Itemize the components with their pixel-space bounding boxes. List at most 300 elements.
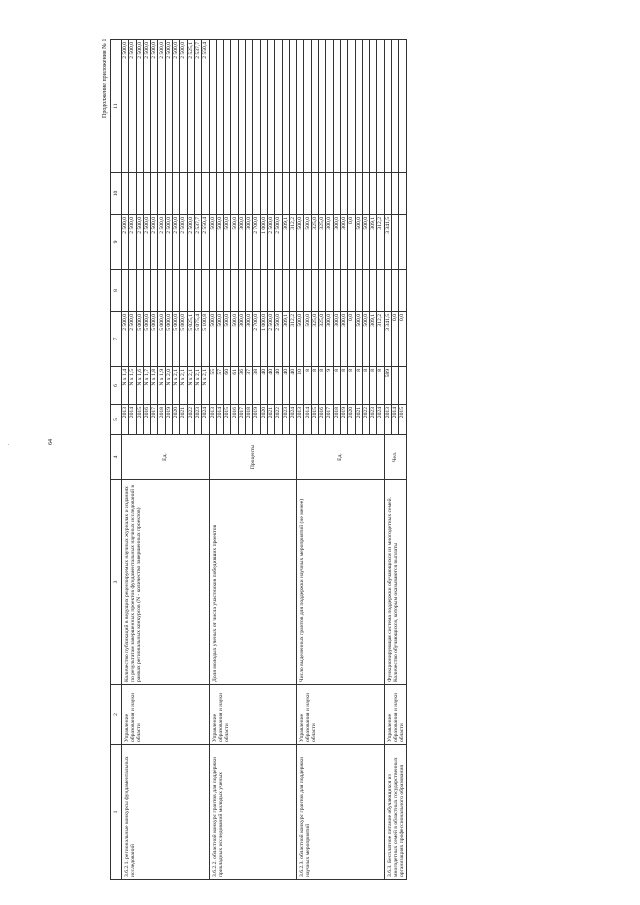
year-cell: 2015 [399,405,406,435]
target-value-cell: N х 1,5 [129,367,136,405]
col-header: 5 [111,405,122,435]
municipal-funding-cell [311,173,318,215]
year-cell: 2014 [129,405,136,435]
target-value-cell: 8 [311,367,318,405]
federal-funding-cell [399,270,406,312]
regional-funding-cell: 325,0 [311,215,318,270]
municipal-funding-cell [253,173,260,215]
regional-funding-cell: 2 500,0 [275,215,282,270]
regional-funding-cell: 2 500,0 [187,215,194,270]
year-cell: 2017 [238,405,245,435]
year-cell: 2018 [333,405,340,435]
federal-funding-cell [355,270,362,312]
municipal-funding-cell [122,173,129,215]
total-funding-cell: 5 075,4 [194,312,201,367]
federal-funding-cell [202,270,209,312]
year-cell: 2014 [391,405,398,435]
regional-funding-cell: 309,1 [282,215,289,270]
municipal-funding-cell [173,173,180,215]
extra-budget-cell [275,40,282,173]
regional-funding-cell: 300,0 [246,215,253,270]
regional-funding-cell: 300,0 [333,215,340,270]
extra-budget-cell: 2 500,0 [173,40,180,173]
regional-funding-cell: 2 500,0 [180,215,187,270]
year-cell: 2020 [260,405,267,435]
regional-funding-cell: 2 500,0 [129,215,136,270]
year-cell: 2016 [231,405,238,435]
extra-budget-cell [289,40,296,173]
total-funding-cell: 325,0 [311,312,318,367]
regional-funding-cell: 500,0 [224,215,231,270]
regional-funding-cell: 312,2 [289,215,296,270]
municipal-funding-cell [224,173,231,215]
extra-budget-cell: 2 500,0 [158,40,165,173]
target-value-cell: 60 [224,367,231,405]
year-cell: 2023 [282,405,289,435]
regional-funding-cell: 300,0 [238,215,245,270]
target-value-cell: 61 [231,367,238,405]
total-funding-cell: 0,0 [391,312,398,367]
federal-funding-cell [151,270,158,312]
total-funding-cell: 0,0 [399,312,406,367]
extra-budget-cell [246,40,253,173]
municipal-funding-cell [348,173,355,215]
col-header: 6 [111,367,122,405]
municipal-funding-cell [319,173,326,215]
target-value-cell: 8 [319,367,326,405]
federal-funding-cell [129,270,136,312]
regional-funding-cell: 500,0 [362,215,369,270]
extra-budget-cell [340,40,347,173]
regional-funding-cell: 2 500,0 [158,215,165,270]
year-cell: 2017 [326,405,333,435]
regional-funding-cell: 500,0 [209,215,216,270]
municipal-funding-cell [151,173,158,215]
total-funding-cell: 500,0 [231,312,238,367]
total-funding-cell: 5 000,0 [173,312,180,367]
federal-funding-cell [209,270,216,312]
target-value-cell: 8 [348,367,355,405]
table-row [297,40,304,880]
regional-funding-cell: 500,0 [216,215,223,270]
year-cell: 2022 [275,405,282,435]
total-funding-cell: 5 000,0 [165,312,172,367]
indicator-cell: Число выделенных грантов для поддержки научных мероприятий (не менее) [297,480,385,685]
regional-funding-cell: 500,0 [355,215,362,270]
total-funding-cell: 2 500,0 [275,312,282,367]
year-cell: 2013 [122,405,129,435]
year-cell: 2019 [165,405,172,435]
target-value-cell: N х 1,4 [122,367,129,405]
regional-funding-cell: 2 500,0 [173,215,180,270]
col-header: 3 [111,480,122,685]
indicator-cell: Доля молодых ученых от числа участников победивших проектов [209,480,297,685]
year-cell: 2024 [202,405,209,435]
margin-mark: . [8,442,10,447]
target-value-cell: N х 1,7 [143,367,150,405]
total-funding-cell: 5 000,0 [151,312,158,367]
total-funding-cell: 300,0 [246,312,253,367]
target-value-cell: 40 [282,367,289,405]
municipal-funding-cell [129,173,136,215]
federal-funding-cell [253,270,260,312]
total-funding-cell: 309,1 [370,312,377,367]
target-value-cell: N х 1,8 [151,367,158,405]
municipal-funding-cell [136,173,143,215]
total-funding-cell: 5 025,1 [187,312,194,367]
extra-budget-cell [267,40,274,173]
unit-cell: Ед. [297,435,385,480]
municipal-funding-cell [267,173,274,215]
extra-budget-cell [348,40,355,173]
total-funding-cell: 500,0 [297,312,304,367]
year-cell: 2014 [304,405,311,435]
extra-budget-cell [399,40,406,173]
regional-funding-cell: 309,1 [370,215,377,270]
target-value-cell: 40 [267,367,274,405]
total-funding-cell: 500,0 [362,312,369,367]
target-value-cell: N х 2,1 [202,367,209,405]
municipal-funding-cell [238,173,245,215]
continuation-note: Продолжение приложения № 1 [102,38,108,118]
extra-budget-cell: 2 500,0 [143,40,150,173]
federal-funding-cell [143,270,150,312]
regional-funding-cell: 2 537,7 [194,215,201,270]
year-cell: 2020 [173,405,180,435]
total-funding-cell: 300,0 [340,312,347,367]
municipal-funding-cell [399,173,406,215]
target-value-cell: 8 [333,367,340,405]
target-value-cell [391,367,398,405]
municipal-funding-cell [377,173,384,215]
federal-funding-cell [348,270,355,312]
regional-funding-cell: 500,0 [231,215,238,270]
unit-cell: Проценты [209,435,297,480]
extra-budget-cell [362,40,369,173]
extra-budget-cell [224,40,231,173]
target-value-cell: 8 [377,367,384,405]
federal-funding-cell [231,270,238,312]
extra-budget-cell [319,40,326,173]
target-value-cell: 8 [304,367,311,405]
federal-funding-cell [122,270,129,312]
total-funding-cell: 1 000,0 [260,312,267,367]
municipal-funding-cell [143,173,150,215]
target-value-cell: N х 2,1 [180,367,187,405]
municipal-funding-cell [216,173,223,215]
target-value-cell: 10 [297,367,304,405]
municipal-funding-cell [158,173,165,215]
total-funding-cell: 500,0 [216,312,223,367]
municipal-funding-cell [333,173,340,215]
federal-funding-cell [260,270,267,312]
municipal-funding-cell [326,173,333,215]
extra-budget-cell [311,40,318,173]
target-value-cell: 36 [238,367,245,405]
extra-budget-cell: 2 500,0 [165,40,172,173]
table-row [384,40,391,880]
year-cell: 2017 [151,405,158,435]
target-value-cell: 8 [340,367,347,405]
federal-funding-cell [216,270,223,312]
total-funding-cell: 2 500,0 [122,312,129,367]
target-value-cell: N х 2,1 [173,367,180,405]
federal-funding-cell [275,270,282,312]
extra-budget-cell [355,40,362,173]
regional-funding-cell: 2 500,0 [143,215,150,270]
municipal-funding-cell [384,173,391,215]
municipal-funding-cell [370,173,377,215]
col-header: 2 [111,685,122,745]
extra-budget-cell: 2 525,1 [187,40,194,173]
header-row [111,40,122,880]
municipal-funding-cell [362,173,369,215]
municipal-funding-cell [304,173,311,215]
extra-budget-cell [209,40,216,173]
total-funding-cell: 5 000,0 [143,312,150,367]
target-value-cell: 55 [209,367,216,405]
extra-budget-cell [377,40,384,173]
federal-funding-cell [187,270,194,312]
executor-cell: Управление образования и науки области [384,685,406,745]
extra-budget-cell: 2 500,0 [129,40,136,173]
federal-funding-cell [165,270,172,312]
executor-cell: Управление образования и науки области [297,685,385,745]
year-cell: 2024 [289,405,296,435]
unit-cell: Чел. [384,435,406,480]
extra-budget-cell [304,40,311,173]
federal-funding-cell [319,270,326,312]
rotated-table-container [110,40,610,880]
target-value-cell: 38 [253,367,260,405]
municipal-funding-cell [209,173,216,215]
year-cell: 2016 [319,405,326,435]
extra-budget-cell: 2 537,7 [194,40,201,173]
total-funding-cell: 2 700,0 [253,312,260,367]
regional-funding-cell: 2 500,0 [122,215,129,270]
col-header: 11 [111,40,122,173]
table-body [122,40,407,880]
total-funding-cell: 500,0 [304,312,311,367]
indicator-cell: Количество публикаций в ведущих рецензируемых научных журналах и изданиях по результатам завершенных проектов фундаментальных научных исследований в рамках региональных конкурсов (N - количество завершенных проектов) [122,480,210,685]
regional-funding-cell: 1 000,0 [260,215,267,270]
federal-funding-cell [297,270,304,312]
municipal-funding-cell [289,173,296,215]
federal-funding-cell [173,270,180,312]
regional-funding-cell: 0,0 [348,215,355,270]
target-value-cell: N х 2,0 [165,367,172,405]
target-value-cell: 9 [326,367,333,405]
table-row [209,40,216,880]
regional-funding-cell: 500,0 [304,215,311,270]
total-funding-cell: 5 100,8 [202,312,209,367]
year-cell: 2021 [355,405,362,435]
federal-funding-cell [246,270,253,312]
year-cell: 2024 [377,405,384,435]
target-value-cell: 40 [260,367,267,405]
extra-budget-cell: 2 500,0 [151,40,158,173]
year-cell: 2023 [370,405,377,435]
federal-funding-cell [224,270,231,312]
year-cell: 2022 [187,405,194,435]
target-value-cell: 37 [246,367,253,405]
federal-funding-cell [391,270,398,312]
federal-funding-cell [311,270,318,312]
measure-cell: 3.6.2.3. областной конкурс грантов для поддержки научных мероприятий [297,745,385,880]
measure-cell: 3.6.2.2. областной конкурс грантов для поддержки прикладных исследований молодых ученых [209,745,297,880]
target-value-cell: 8 [355,367,362,405]
federal-funding-cell [377,270,384,312]
extra-budget-cell [333,40,340,173]
year-cell: 2021 [267,405,274,435]
total-funding-cell: 2 500,0 [129,312,136,367]
federal-funding-cell [340,270,347,312]
extra-budget-cell [282,40,289,173]
executor-cell: Управление образования и науки области [209,685,297,745]
col-header: 1 [111,745,122,880]
total-funding-cell: 5 000,0 [158,312,165,367]
year-cell: 2015 [311,405,318,435]
year-cell: 2015 [136,405,143,435]
year-cell: 2018 [158,405,165,435]
year-cell: 2021 [180,405,187,435]
municipal-funding-cell [340,173,347,215]
total-funding-cell: 325,0 [319,312,326,367]
total-funding-cell: 5 000,0 [180,312,187,367]
year-cell: 2013 [297,405,304,435]
municipal-funding-cell [202,173,209,215]
municipal-funding-cell [355,173,362,215]
federal-funding-cell [370,270,377,312]
extra-budget-cell: 2 500,0 [122,40,129,173]
total-funding-cell: 300,0 [333,312,340,367]
municipal-funding-cell [297,173,304,215]
total-funding-cell: 500,0 [209,312,216,367]
municipal-funding-cell [260,173,267,215]
extra-budget-cell: 2 550,4 [202,40,209,173]
regional-funding-cell: 325,0 [319,215,326,270]
extra-budget-cell [216,40,223,173]
federal-funding-cell [304,270,311,312]
total-funding-cell: 300,0 [326,312,333,367]
total-funding-cell: 0,0 [348,312,355,367]
municipal-funding-cell [246,173,253,215]
total-funding-cell: 500,0 [224,312,231,367]
federal-funding-cell [267,270,274,312]
year-cell: 2013 [384,405,391,435]
federal-funding-cell [326,270,333,312]
extra-budget-cell [370,40,377,173]
target-value-cell: N х 2,1 [187,367,194,405]
target-value-cell: N х 2,1 [194,367,201,405]
col-header: 10 [111,173,122,215]
executor-cell: Управление образования и науки области [122,685,210,745]
municipal-funding-cell [391,173,398,215]
regional-funding-cell [399,215,406,270]
federal-funding-cell [333,270,340,312]
regional-funding-cell: 2 500,0 [136,215,143,270]
municipal-funding-cell [180,173,187,215]
target-value-cell: 8 [362,367,369,405]
regional-funding-cell: 2 500,0 [267,215,274,270]
extra-budget-cell [253,40,260,173]
total-funding-cell: 300,0 [238,312,245,367]
col-header: 4 [111,435,122,480]
year-cell: 2016 [143,405,150,435]
measure-cell: 3.6.2.1. региональные конкурсы фундаментальных исследований [122,745,210,880]
year-cell: 2013 [209,405,216,435]
extra-budget-cell [260,40,267,173]
year-cell: 2019 [340,405,347,435]
extra-budget-cell [326,40,333,173]
municipal-funding-cell [275,173,282,215]
federal-funding-cell [180,270,187,312]
year-cell: 2014 [216,405,223,435]
municipal-funding-cell [231,173,238,215]
municipal-funding-cell [194,173,201,215]
extra-budget-cell: 2 500,0 [180,40,187,173]
target-value-cell: 589 [384,367,391,405]
municipal-funding-cell [282,173,289,215]
year-cell: 2018 [246,405,253,435]
col-header: 9 [111,215,122,270]
federal-funding-cell [158,270,165,312]
federal-funding-cell [384,270,391,312]
total-funding-cell: 5 000,0 [136,312,143,367]
regional-funding-cell: 300,0 [326,215,333,270]
regional-funding-cell: 500,0 [297,215,304,270]
target-value-cell [399,367,406,405]
federal-funding-cell [238,270,245,312]
unit-cell: Ед. [122,435,210,480]
municipal-funding-cell [165,173,172,215]
extra-budget-cell [231,40,238,173]
regional-funding-cell: 2 500,0 [151,215,158,270]
target-value-cell: 40 [289,367,296,405]
total-funding-cell: 312,2 [289,312,296,367]
target-value-cell: 8 [370,367,377,405]
federal-funding-cell [194,270,201,312]
year-cell: 2019 [253,405,260,435]
total-funding-cell: 500,0 [355,312,362,367]
target-value-cell: N х 1,9 [158,367,165,405]
regional-funding-cell [391,215,398,270]
extra-budget-cell [238,40,245,173]
total-funding-cell: 309,1 [282,312,289,367]
federal-funding-cell [289,270,296,312]
target-value-cell: N х 1,6 [136,367,143,405]
measure-cell: 3.6.3. Бесплатное питание обучающихся из многодетных семей в областных государственных организациях профессионального образования [384,745,406,880]
regional-funding-cell: 300,0 [340,215,347,270]
regional-funding-cell: 312,2 [377,215,384,270]
extra-budget-cell [384,40,391,173]
regional-funding-cell: 3 341,5 [384,215,391,270]
municipal-funding-cell [187,173,194,215]
page-number: 64 [48,439,54,445]
extra-budget-cell [391,40,398,173]
table-row [122,40,129,880]
program-measures-table [110,39,407,880]
col-header: 8 [111,270,122,312]
total-funding-cell: 3 341,5 [384,312,391,367]
target-value-cell: 57 [216,367,223,405]
year-cell: 2023 [194,405,201,435]
year-cell: 2022 [362,405,369,435]
regional-funding-cell: 2 700,0 [253,215,260,270]
federal-funding-cell [362,270,369,312]
target-value-cell: 40 [275,367,282,405]
regional-funding-cell: 2 550,4 [202,215,209,270]
